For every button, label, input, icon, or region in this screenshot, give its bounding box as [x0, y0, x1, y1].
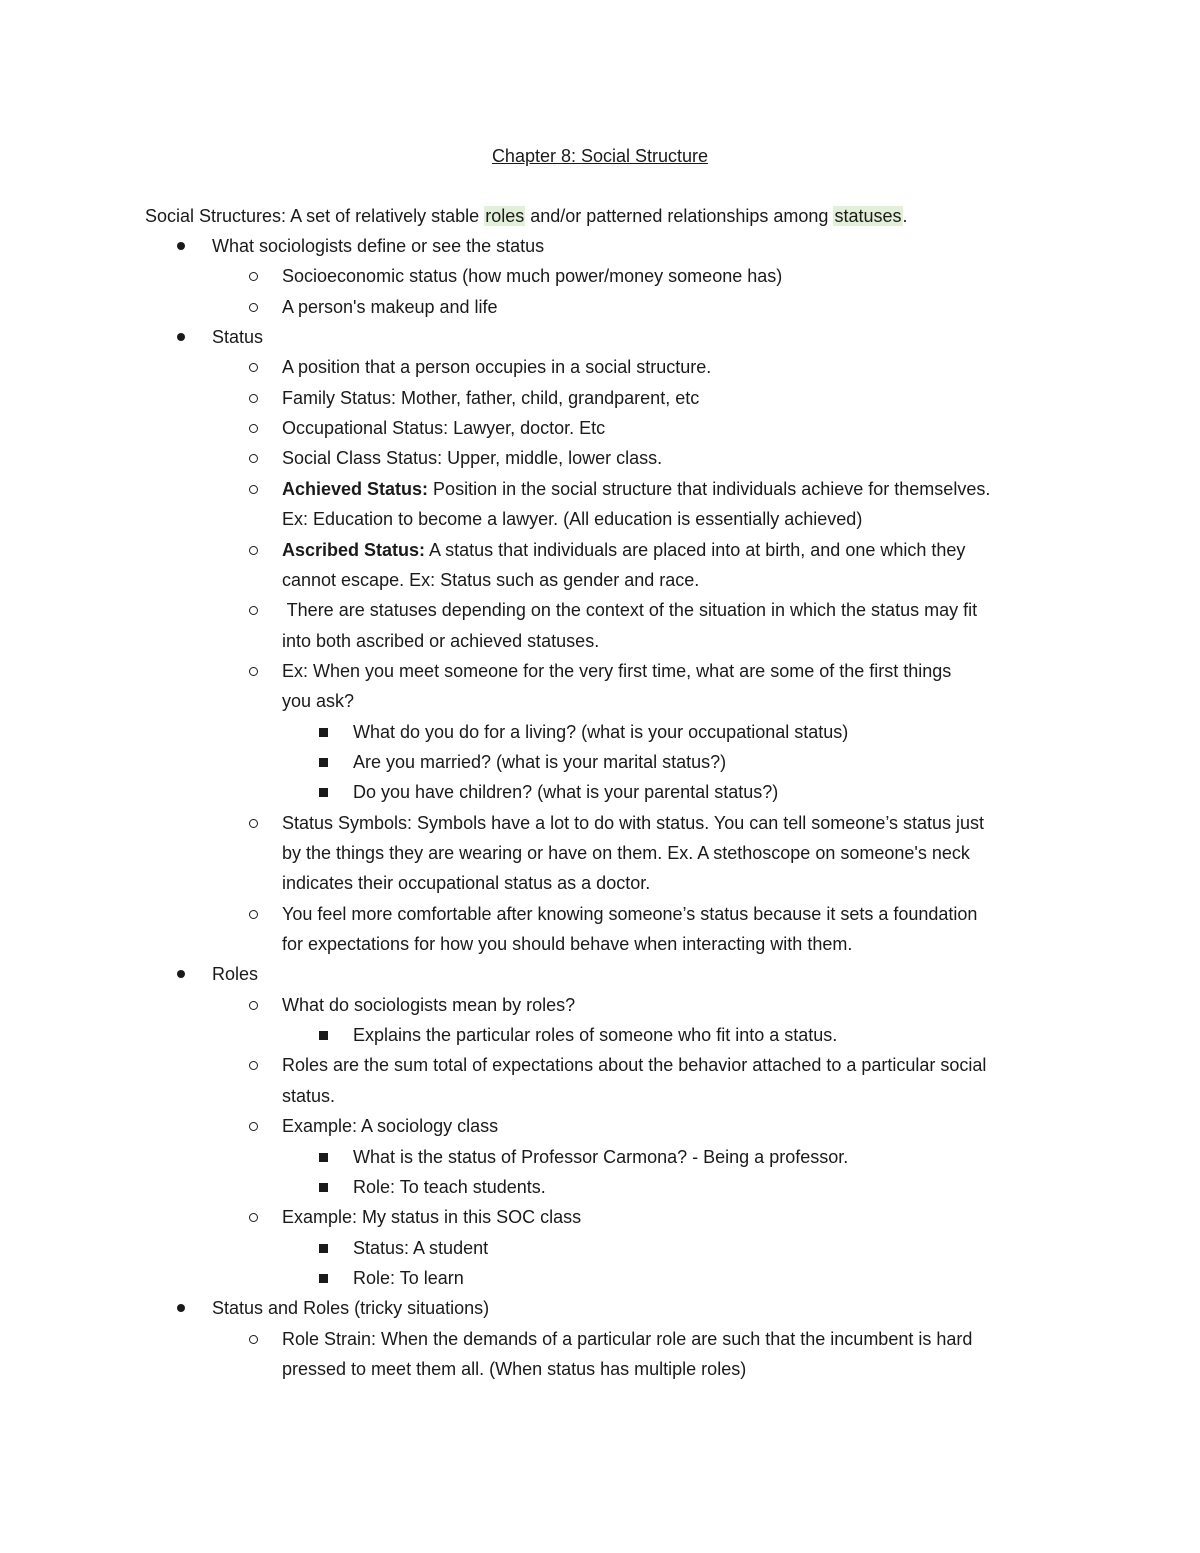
outline-line-level-2 — [282, 1111, 498, 1141]
outline-text: Role Strain: When the demands of a particular role are such that the incumbent is hard — [282, 1328, 973, 1349]
outline-text: You feel more comfortable after knowing someone’s status because it sets a foundation — [282, 903, 978, 924]
hollow-circle-bullet-icon — [249, 303, 258, 312]
filled-bullet-icon — [177, 970, 185, 978]
outline-line-level-1 — [212, 322, 263, 352]
outline-line-level-2 — [282, 626, 599, 656]
outline-text: A position that a person occupies in a social structure. — [282, 357, 712, 378]
outline-line-level-2 — [282, 1050, 986, 1080]
outline-line-level-2 — [282, 686, 354, 716]
square-bullet-icon — [319, 1031, 328, 1040]
outline-line-level-2 — [282, 929, 852, 959]
highlight-roles: roles — [485, 206, 525, 226]
hollow-circle-bullet-icon — [249, 424, 258, 433]
outline-text: indicates their occupational status as a doctor. — [282, 873, 651, 894]
hollow-circle-bullet-icon — [249, 1213, 258, 1222]
outline-text: Status: A student — [353, 1237, 489, 1258]
outline-text: Status — [212, 327, 264, 348]
outline-line-level-3 — [353, 1020, 837, 1050]
outline-text: There are statuses depending on the context of the situation in which the status may fit — [282, 600, 978, 621]
outline-line-level-3 — [353, 1233, 488, 1263]
hollow-circle-bullet-icon — [249, 272, 258, 281]
hollow-circle-bullet-icon — [249, 1001, 258, 1010]
outline-line-level-3 — [353, 1142, 848, 1172]
outline-text: Status Symbols: Symbols have a lot to do with status. You can tell someone’s status just — [282, 812, 985, 833]
intro-period: . — [902, 206, 908, 226]
outline-line-level-2 — [282, 838, 970, 868]
outline-text: Position in the social structure that individuals achieve for themselves. — [428, 478, 991, 499]
intro-definition — [145, 201, 908, 231]
square-bullet-icon — [319, 1153, 328, 1162]
outline-line-level-2 — [282, 899, 977, 929]
outline-line-level-3 — [353, 717, 848, 747]
outline-line-level-2 — [282, 292, 498, 322]
outline-line-level-2 — [282, 443, 662, 473]
intro-term: Social Structures: — [145, 206, 287, 226]
outline-line-level-2 — [282, 535, 965, 565]
outline-text: Role: To learn — [353, 1267, 464, 1288]
hollow-circle-bullet-icon — [249, 363, 258, 372]
outline-text: A person's makeup and life — [282, 296, 498, 317]
outline-text: Explains the particular roles of someone who fit into a status. — [353, 1025, 838, 1046]
hollow-circle-bullet-icon — [249, 485, 258, 494]
hollow-circle-bullet-icon — [249, 546, 258, 555]
hollow-circle-bullet-icon — [249, 606, 258, 615]
outline-text: A status that individuals are placed into at birth, and one which they — [425, 539, 966, 560]
outline-line-level-2 — [282, 808, 984, 838]
outline-line-level-2 — [282, 1354, 746, 1384]
outline-text: What is the status of Professor Carmona? - Being a professor. — [353, 1146, 849, 1167]
outline-text: for expectations for how you should behave when interacting with them. — [282, 934, 853, 955]
hollow-circle-bullet-icon — [249, 910, 258, 919]
outline-line-level-2 — [282, 565, 699, 595]
square-bullet-icon — [319, 1274, 328, 1283]
intro-text-1: A set of relatively stable — [290, 206, 480, 226]
outline-line-level-2 — [282, 656, 951, 686]
outline-line-level-1 — [212, 959, 258, 989]
outline-line-level-2 — [282, 504, 862, 534]
hollow-circle-bullet-icon — [249, 1061, 258, 1070]
outline-line-level-2 — [282, 474, 990, 504]
outline-line-level-2 — [282, 261, 782, 291]
hollow-circle-bullet-icon — [249, 667, 258, 676]
hollow-circle-bullet-icon — [249, 1335, 258, 1344]
outline-text: Roles — [212, 964, 259, 985]
highlight-statuses: statuses — [834, 206, 902, 226]
outline-text: Role: To teach students. — [353, 1176, 546, 1197]
outline-line-level-3 — [353, 1263, 464, 1293]
square-bullet-icon — [319, 1183, 328, 1192]
outline-text: cannot escape. Ex: Status such as gender and race. — [282, 569, 700, 590]
outline-line-level-1 — [212, 1293, 489, 1323]
outline-text: Example: My status in this SOC class — [282, 1207, 582, 1228]
filled-bullet-icon — [177, 242, 185, 250]
outline-line-level-2 — [282, 1324, 972, 1354]
outline-line-level-1 — [212, 231, 544, 261]
outline-text: Do you have children? (what is your parental status?) — [353, 782, 779, 803]
outline-text: Social Class Status: Upper, middle, lower class. — [282, 448, 663, 469]
filled-bullet-icon — [177, 1304, 185, 1312]
outline-text: Example: A sociology class — [282, 1116, 499, 1137]
outline-text: What sociologists define or see the status — [212, 236, 545, 256]
outline-text: you ask? — [282, 691, 355, 712]
outline-line-level-2 — [282, 352, 711, 382]
outline-line-level-2 — [282, 990, 575, 1020]
square-bullet-icon — [319, 728, 328, 737]
outline-line-level-2 — [282, 1202, 581, 1232]
outline-text: Socioeconomic status (how much power/money someone has) — [282, 266, 783, 287]
square-bullet-icon — [319, 1244, 328, 1253]
outline-line-level-2 — [282, 383, 699, 413]
outline-text: status. — [282, 1085, 336, 1106]
hollow-circle-bullet-icon — [249, 1122, 258, 1131]
outline-line-level-2 — [282, 868, 650, 898]
outline-text: Status and Roles (tricky situations) — [212, 1298, 490, 1319]
outline-text: Roles are the sum total of expectations about the behavior attached to a particular social — [282, 1055, 987, 1076]
outline-line-level-2 — [282, 595, 977, 625]
outline-line-level-2 — [282, 1081, 335, 1111]
outline-line-level-3 — [353, 777, 778, 807]
outline-text: Ex: Education to become a lawyer. (All education is essentially achieved) — [282, 509, 863, 530]
outline-line-level-2 — [282, 413, 605, 443]
outline-text: Occupational Status: Lawyer, doctor. Etc — [282, 418, 606, 439]
page-title: Chapter 8: Social Structure — [491, 146, 709, 166]
intro-text-2: and/or patterned relationships among — [530, 206, 829, 226]
hollow-circle-bullet-icon — [249, 819, 258, 828]
outline-text: pressed to meet them all. (When status has multiple roles) — [282, 1358, 747, 1379]
outline-text: into both ascribed or achieved statuses. — [282, 630, 600, 651]
outline-text: by the things they are wearing or have on them. Ex. A stethoscope on someone's neck — [282, 843, 970, 863]
hollow-circle-bullet-icon — [249, 394, 258, 403]
hollow-circle-bullet-icon — [249, 454, 258, 463]
outline-line-level-3 — [353, 747, 726, 777]
outline-text: What do sociologists mean by roles? — [282, 994, 576, 1015]
filled-bullet-icon — [177, 333, 185, 341]
term-label: Achieved Status: — [282, 478, 429, 499]
square-bullet-icon — [319, 758, 328, 767]
outline-text: What do you do for a living? (what is your occupational status) — [353, 721, 849, 742]
square-bullet-icon — [319, 788, 328, 797]
outline-text: Family Status: Mother, father, child, grandparent, etc — [282, 387, 700, 408]
term-label: Ascribed Status: — [282, 539, 426, 560]
outline-text: Are you married? (what is your marital status?) — [353, 751, 727, 772]
outline-line-level-3 — [353, 1172, 546, 1202]
outline-text: Ex: When you meet someone for the very first time, what are some of the first things — [282, 660, 952, 681]
